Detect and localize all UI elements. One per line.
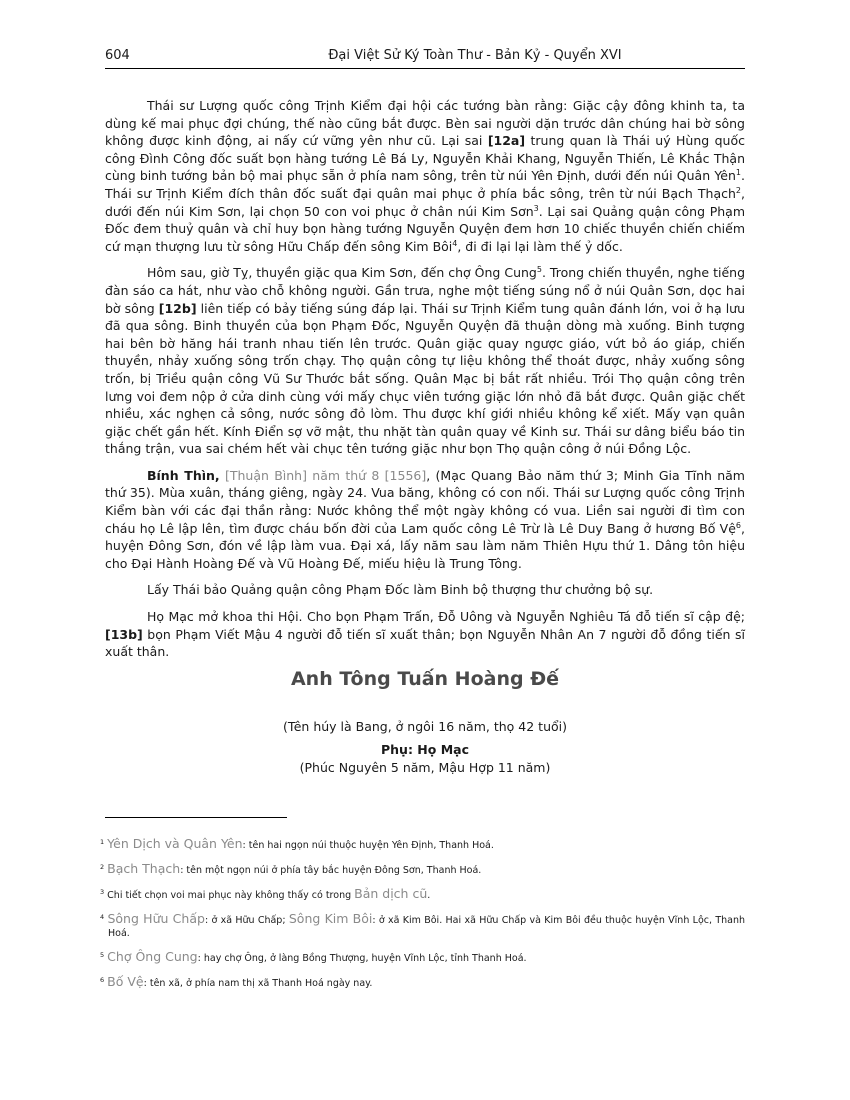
footnote: $^6$ Bố Vệ: tên xã, ở phía nam thị xã Thanh Hoá ngày nay. <box>100 974 373 989</box>
reign-year: [Thuận Bình] năm thứ 8 [1556] <box>219 467 427 483</box>
running-title: Đại Việt Sử Ký Toàn Thư - Bản Kỷ - Quyển XVI <box>328 48 622 63</box>
page-ref: [12a] <box>487 133 526 149</box>
page-ref: [13b] <box>105 626 143 642</box>
footnote-ref[interactable]: 5 <box>536 265 542 275</box>
appendix-title: Phụ: Họ Mạc <box>381 742 469 757</box>
paragraph: Thái sư Lượng quốc công Trịnh Kiểm đại hội các tướng bàn rằng: Giặc cậy đông khinh ta, ta dùng kế mai phục đợi chúng, thế nào cũng bắt được. Bèn sai người dặn trước dân chúng hai bờ sông không được kinh động, ai nấy cứ vững yên như cũ. Lại sai [12a] trung quan là Thái uý Hùng quốc công Đình Công đốc suất bọn hàng tướng Lê Bá Ly, Nguyễn Khải Khang, Nguyễn Thiến, Lê Khắc Thận cùng binh tướng bản bộ mai phục sẵn ở phía nam sông, trên từ núi Yên Định, dưới đến núi Quân Yên$^1$. Thái sư Trịnh Kiểm đích thân đốc suất đại quân mai phục ở phía bắc sông, trên từ núi Bạch Thạch$^2$, dưới đến núi Kim Sơn, lại chọn 50 con voi phục ở chân núi Kim Sơn$^3$. Lại sai Quảng quận công Phạm Đốc đem thuỷ quân và chỉ huy bọn hàng tướng Nguyễn Quyện đem hơn 10 chiếc thuyền chiến chiếm cứ mạn thượng lưu từ sông Hữu Chấp đến sông Kim Bôi$^4$, đi đi lại lại làm thế ỷ dốc. <box>105 98 745 254</box>
chapter-subtitle: (Tên húy là Bang, ở ngôi 16 năm, thọ 42 tuổi) <box>282 719 567 734</box>
chapter-title: Anh Tông Tuấn Hoàng Đế <box>290 668 560 690</box>
footnote-ref[interactable]: 4 <box>452 238 458 248</box>
page-header <box>105 46 745 69</box>
appendix-subtitle: (Phúc Nguyên 5 năm, Mậu Hợp 11 năm) <box>299 760 551 775</box>
year-heading: Bính Thìn, <box>147 467 220 483</box>
page-number: 604 <box>105 48 130 63</box>
footnote-ref[interactable]: 3 <box>533 203 539 213</box>
footnote: $^2$ Bạch Thạch: tên một ngọn núi ở phía tây bắc huyện Đông Sơn, Thanh Hoá. <box>100 861 482 876</box>
footnote-ref[interactable]: 1 <box>735 168 742 178</box>
main-text <box>105 97 745 670</box>
paragraph: Bính Thìn, [Thuận Bình] năm thứ 8 [1556], (Mạc Quang Bảo năm thứ 3; Minh Gia Tĩnh năm thứ 35). Mùa xuân, tháng giêng, ngày 24. Vua băng, không có con nối. Thái sư Lượng quốc công Trịnh Kiểm bàn với các đại thần rằng: Nước không thể một ngày không có vua. Liền sai người đi tìm con cháu họ Lê lập lên, tìm được cháu bốn đời của Lam quốc công Lê Trừ là Lê Duy Bang ở hương Bố Vệ$^6$, huyện Đông Sơn, đón về lập làm vua. Đại xá, lấy năm sau làm năm Thiên Hựu thứ 1. Dâng tôn hiệu cho Đại Hành Hoàng Đế và Vũ Hoàng Đế, miếu hiệu là Trung Tông. <box>105 467 745 571</box>
paragraph: Hôm sau, giờ Tỵ, thuyền giặc qua Kim Sơn, đến chợ Ông Cung$^5$. Trong chiến thuyền, nghe tiếng đàn sáo ca hát, như vào chỗ không người. Gần trưa, nghe một tiếng súng nổ ở núi Quân Sơn, dọc hai bờ sông [12b] liên tiếp có bảy tiếng súng đáp lại. Thái sư Trịnh Kiểm tung quân đánh lớn, voi ở hạ lưu đã qua sông. Binh thuyền của bọn Phạm Đốc, Nguyễn Quyện đã thuận dòng mà xuống. Binh tượng hai bên bờ hăng hái tranh nhau tiến lên trước. Quân giặc quay ngược giáo, vứt bỏ áo giáp, chiến thuyền, nhảy xuống sông trốn chạy. Thọ quận công tự liệu không thể thoát được, nhảy xuống sông trốn, bị Triều quận công Vũ Sư Thước bắt sống. Quân Mạc bị bắt rất nhiều. Trói Thọ quận công trên lưng voi đem nộp ở cửa dinh cùng với mấy chục viên tướng giặc lớn nhỏ đã bắt được. Quân giặc chết nhiều, xác nghẹn cả sông, nước sông đỏ lòm. Thu được khí giới nhiều không kể xiết. Mấy vạn quân giặc chết gần hết. Kính Điển sợ vỡ mật, thu nhặt tàn quân quay về Kinh sư. Thái sư dâng biểu báo tin thắng trận, vua sai chém hết vài chục tên tướng giặc như bọn Thọ quận công ở núi Đồng Lộc. <box>105 265 746 457</box>
footnote: $^4$ Sông Hữu Chấp: ở xã Hữu Chấp; Sông Kim Bôi: ở xã Kim Bôi. Hai xã Hữu Chấp và Kim Bôi đều thuộc huyện Vĩnh Lộc, Thanh Hoá. <box>100 911 746 939</box>
paragraph: Họ Mạc mở khoa thi Hội. Cho bọn Phạm Trấn, Đỗ Uông và Nguyễn Nghiêu Tá đỗ tiến sĩ cập đệ; [13b] bọn Phạm Viết Mậu 4 người đỗ tiến sĩ xuất thân; bọn Nguyễn Nhân An 7 người đỗ đồng tiến sĩ xuất thân. <box>105 609 745 660</box>
page-ref: [12b] <box>158 300 197 316</box>
paragraph: Lấy Thái bảo Quảng quận công Phạm Đốc làm Binh bộ thượng thư chưởng bộ sự. <box>147 582 654 598</box>
footnote: $^5$ Chợ Ông Cung: hay chợ Ông, ở làng Bồng Thượng, huyện Vĩnh Lộc, tỉnh Thanh Hoá. <box>100 949 527 964</box>
footnotes <box>100 837 745 1000</box>
footnote-divider <box>105 817 287 818</box>
footnote: $^3$ Chi tiết chọn voi mai phục này không thấy có trong Bản dịch cũ. <box>100 886 431 901</box>
footnote-ref[interactable]: 6 <box>735 520 742 530</box>
footnote: $^1$ Yên Dịch và Quân Yên: tên hai ngọn núi thuộc huyện Yên Định, Thanh Hoá. <box>100 836 494 851</box>
footnote-ref[interactable]: 2 <box>735 185 742 195</box>
